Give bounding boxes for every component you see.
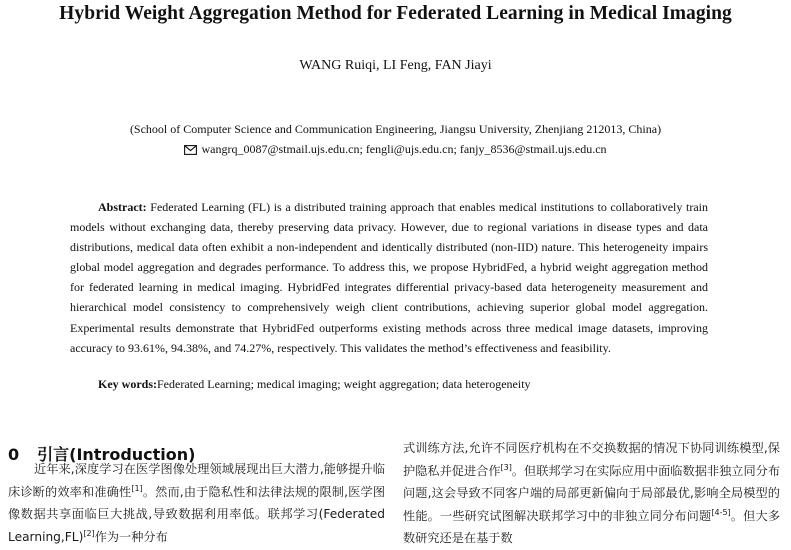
abstract-label: Abstract: [98, 200, 147, 214]
keywords-label: Key words: [98, 377, 157, 391]
section-title: 引言(Introduction) [37, 445, 196, 464]
body-text: 。但大多数研究还是在基于数 [403, 508, 781, 546]
body-text: 。然而,由于隐私性和法律法规的限制,医学图像数据共享面临巨大挑战,导致数据利用率低。联邦学习(Federated Learning,FL) [8, 484, 386, 544]
body-column-left [8, 458, 385, 548]
email-line [0, 142, 791, 159]
body-text: 近年来,深度学习在医学图像处理领域展现出巨大潜力,能够提升临床诊断的效率和准确性 [8, 462, 385, 499]
affiliation: (School of Computer Science and Communication Engineering, Jiangsu University, Zhenjiang 212013, China) [129, 122, 662, 136]
keywords-text: Federated Learning; medical imaging; weight aggregation; data heterogeneity [157, 377, 531, 391]
citation-ref: [2] [83, 528, 95, 538]
body-text: 。但联邦学习在实际应用中面临数据非独立同分布问题,这会导致不同客户端的局部更新偏向于局部最优,影响全局模型的性能。一些研究试图解决联邦学习中的非独立同分布问题 [403, 463, 781, 523]
body-text: 式训练方法,允许不同医疗机构在不交换数据的情况下协同训练模型,保护隐私并促进合作 [403, 441, 780, 478]
citation-ref: [4-5] [711, 507, 731, 517]
body-column-right [403, 437, 780, 550]
paper-title: Hybrid Weight Aggregation Method for Federated Learning in Medical Imaging [59, 3, 732, 24]
citation-ref: [1] [131, 483, 143, 493]
envelope-icon [184, 144, 197, 159]
abstract [70, 197, 708, 358]
section-number: 0 [8, 445, 20, 464]
email-addresses: wangrq_0087@stmail.ujs.edu.cn; fengli@ujs.edu.cn; fanjy_8536@stmail.ujs.edu.cn [201, 142, 607, 156]
author-list: WANG Ruiqi, LI Feng, FAN Jiayi [299, 58, 492, 73]
abstract-text: Federated Learning (FL) is a distributed training approach that enables medical institutions to collaboratively train models without exchanging data, thereby preserving data privacy. However, due to regional variations in disease types and data distributions, medical data often exhibit a non-independent and identically distributed (non-IID) nature. This heterogeneity impairs global model aggregation and degrades performance. To address this, we propose HybridFed, a hybrid weight aggregation method for federated learning in medical imaging. HybridFed integrates differential privacy-based data heterogeneity measurement and hierarchical model consistency to comprehensively weigh client contributions, achieving superior global model aggregation. Experimental results demonstrate that HybridFed outperforms existing methods across three medical image datasets, improving accuracy to 93.61%, 94.38%, and 74.27%, respectively. This validates the method’s effectiveness and feasibility. [70, 200, 708, 355]
keywords [98, 375, 708, 393]
citation-ref: [3] [500, 462, 512, 472]
body-text: 作为一种分布 [94, 529, 168, 544]
